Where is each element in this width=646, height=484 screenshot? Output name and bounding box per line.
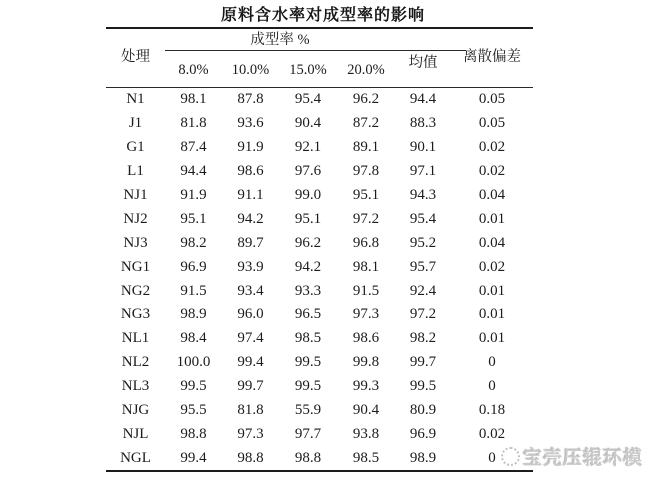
value-cell: 98.6: [352, 330, 380, 347]
value-cell: 99.3: [352, 378, 380, 395]
value-cell: 99.5: [180, 378, 207, 395]
table-row: [106, 375, 533, 399]
table-row: [106, 303, 533, 327]
value-cell: 95.4: [409, 210, 437, 227]
treatment-cell: NL2: [121, 354, 150, 371]
value-cell: 81.8: [237, 402, 264, 419]
table-row: [106, 112, 533, 136]
table-row: [106, 446, 533, 470]
value-cell: 97.8: [352, 163, 380, 180]
table-row: [106, 399, 533, 423]
value-cell: 96.0: [237, 306, 264, 323]
value-cell: 95.7: [409, 258, 437, 275]
value-cell: 98.8: [237, 449, 264, 466]
treatment-cell: NJ3: [123, 234, 148, 251]
value-cell: 87.4: [180, 139, 207, 156]
table-title: 原料含水率对成型率的影响: [220, 7, 425, 24]
treatment-cell: J1: [128, 115, 143, 132]
value-cell: 88.3: [409, 115, 437, 132]
value-cell: 92.4: [409, 282, 437, 299]
value-cell: 98.9: [409, 449, 437, 466]
treatment-cell: NG2: [120, 282, 151, 299]
header-moisture-8: 8.0%: [178, 62, 209, 78]
table-row: [106, 231, 533, 255]
value-cell: 0.18: [478, 402, 506, 419]
value-cell: 0.02: [478, 139, 506, 156]
value-cell: 94.3: [409, 187, 437, 203]
value-cell: 96.9: [409, 425, 437, 442]
value-cell: 95.2: [409, 234, 437, 251]
value-cell: 97.7: [294, 425, 322, 442]
value-cell: 0.01: [478, 210, 506, 227]
treatment-cell: NL1: [121, 330, 150, 347]
table-row: [106, 279, 533, 303]
value-cell: 91.9: [180, 187, 207, 203]
value-cell: 96.5: [294, 306, 322, 323]
value-cell: 80.9: [409, 402, 437, 419]
table-row: [106, 255, 533, 279]
value-cell: 98.1: [180, 91, 207, 108]
value-cell: 95.5: [180, 402, 207, 419]
value-cell: 95.1: [352, 187, 380, 203]
table-top-rule: [106, 27, 533, 29]
value-cell: 99.0: [294, 187, 322, 203]
value-cell: 0: [488, 378, 496, 395]
value-cell: 0.04: [478, 234, 506, 251]
value-cell: 89.7: [237, 234, 264, 251]
value-cell: 89.1: [352, 139, 380, 156]
value-cell: 98.2: [180, 234, 207, 251]
value-cell: 99.5: [294, 354, 322, 371]
header-molding-rate-group: 成型率 %: [250, 32, 310, 48]
header-deviation: 离散偏差: [463, 49, 521, 65]
value-cell: 98.4: [180, 330, 207, 347]
value-cell: 96.2: [352, 91, 380, 108]
treatment-cell: L1: [127, 163, 144, 180]
header-treatment: 处理: [121, 49, 150, 65]
value-cell: 91.5: [352, 282, 380, 299]
treatment-cell: NJL: [122, 425, 149, 442]
treatment-cell: NJ1: [123, 187, 148, 203]
value-cell: 90.1: [409, 139, 437, 156]
value-cell: 97.3: [352, 306, 380, 323]
value-cell: 81.8: [180, 115, 207, 132]
value-cell: 99.5: [294, 378, 322, 395]
value-cell: 87.2: [352, 115, 380, 132]
watermark-text: 宝壳压辊环模: [523, 448, 644, 469]
value-cell: 0.05: [478, 115, 506, 132]
value-cell: 97.6: [294, 163, 322, 180]
value-cell: 96.9: [180, 258, 207, 275]
table-row: [106, 351, 533, 375]
value-cell: 87.8: [237, 91, 264, 108]
table-body: [106, 88, 533, 470]
header-mean: 均值: [408, 55, 438, 71]
treatment-cell: NG1: [120, 258, 151, 275]
table-row: [106, 184, 533, 208]
value-cell: 98.2: [409, 330, 437, 347]
value-cell: 93.6: [237, 115, 264, 132]
value-cell: 90.4: [294, 115, 322, 132]
table-row: [106, 88, 533, 112]
treatment-cell: NL3: [121, 378, 150, 395]
value-cell: 99.5: [409, 378, 437, 395]
value-cell: 96.2: [294, 234, 322, 251]
treatment-cell: N1: [126, 91, 145, 108]
value-cell: 98.6: [237, 163, 264, 180]
value-cell: 93.3: [294, 282, 322, 299]
value-cell: 96.8: [352, 234, 380, 251]
value-cell: 0.02: [478, 163, 506, 180]
data-table: [106, 88, 533, 470]
header-moisture-10: 10.0%: [231, 62, 270, 78]
value-cell: 95.1: [180, 210, 207, 227]
value-cell: 99.8: [352, 354, 380, 371]
value-cell: 98.1: [352, 258, 380, 275]
header-moisture-15: 15.0%: [289, 62, 327, 78]
treatment-cell: NJ2: [123, 210, 148, 227]
value-cell: 98.5: [352, 449, 380, 466]
value-cell: 55.9: [294, 402, 322, 419]
value-cell: 100.0: [176, 354, 211, 371]
value-cell: 91.5: [180, 282, 207, 299]
treatment-cell: NGL: [120, 449, 151, 466]
value-cell: 93.8: [352, 425, 380, 442]
value-cell: 97.1: [409, 163, 437, 180]
value-cell: 99.7: [409, 354, 437, 371]
table-row: [106, 136, 533, 160]
value-cell: 91.9: [237, 139, 264, 156]
table-row: [106, 422, 533, 446]
value-cell: 91.1: [237, 187, 264, 203]
value-cell: 0.01: [478, 306, 506, 323]
value-cell: 99.7: [237, 378, 264, 395]
value-cell: 95.4: [294, 91, 322, 108]
table-bottom-rule: [106, 470, 533, 472]
treatment-cell: NG3: [120, 306, 151, 323]
value-cell: 0: [488, 449, 496, 466]
value-cell: 95.1: [294, 210, 322, 227]
treatment-cell: G1: [126, 139, 145, 156]
value-cell: 94.2: [294, 258, 322, 275]
value-cell: 93.9: [237, 258, 264, 275]
value-cell: 0.05: [478, 91, 506, 108]
value-cell: 90.4: [352, 402, 380, 419]
value-cell: 0.04: [478, 187, 506, 203]
value-cell: 0: [488, 354, 496, 371]
value-cell: 0.02: [478, 425, 506, 442]
header-moisture-20: 20.0%: [347, 62, 385, 78]
value-cell: 0.01: [478, 282, 506, 299]
value-cell: 94.4: [409, 91, 437, 108]
value-cell: 98.9: [180, 306, 207, 323]
table-row: [106, 207, 533, 231]
value-cell: 98.8: [294, 449, 322, 466]
value-cell: 98.5: [294, 330, 322, 347]
value-cell: 98.8: [180, 425, 207, 442]
value-cell: 94.4: [180, 163, 207, 180]
value-cell: 99.4: [180, 449, 207, 466]
value-cell: 0.02: [478, 258, 506, 275]
value-cell: 0.01: [478, 330, 506, 347]
value-cell: 97.4: [237, 330, 264, 347]
value-cell: 97.3: [237, 425, 264, 442]
value-cell: 97.2: [409, 306, 437, 323]
value-cell: 97.2: [352, 210, 380, 227]
value-cell: 99.4: [237, 354, 264, 371]
group-header-underline: [165, 50, 466, 51]
value-cell: 92.1: [294, 139, 322, 156]
value-cell: 93.4: [237, 282, 264, 299]
value-cell: 94.2: [237, 210, 264, 227]
table-row: [106, 160, 533, 184]
treatment-cell: NJG: [121, 402, 150, 419]
table-row: [106, 327, 533, 351]
